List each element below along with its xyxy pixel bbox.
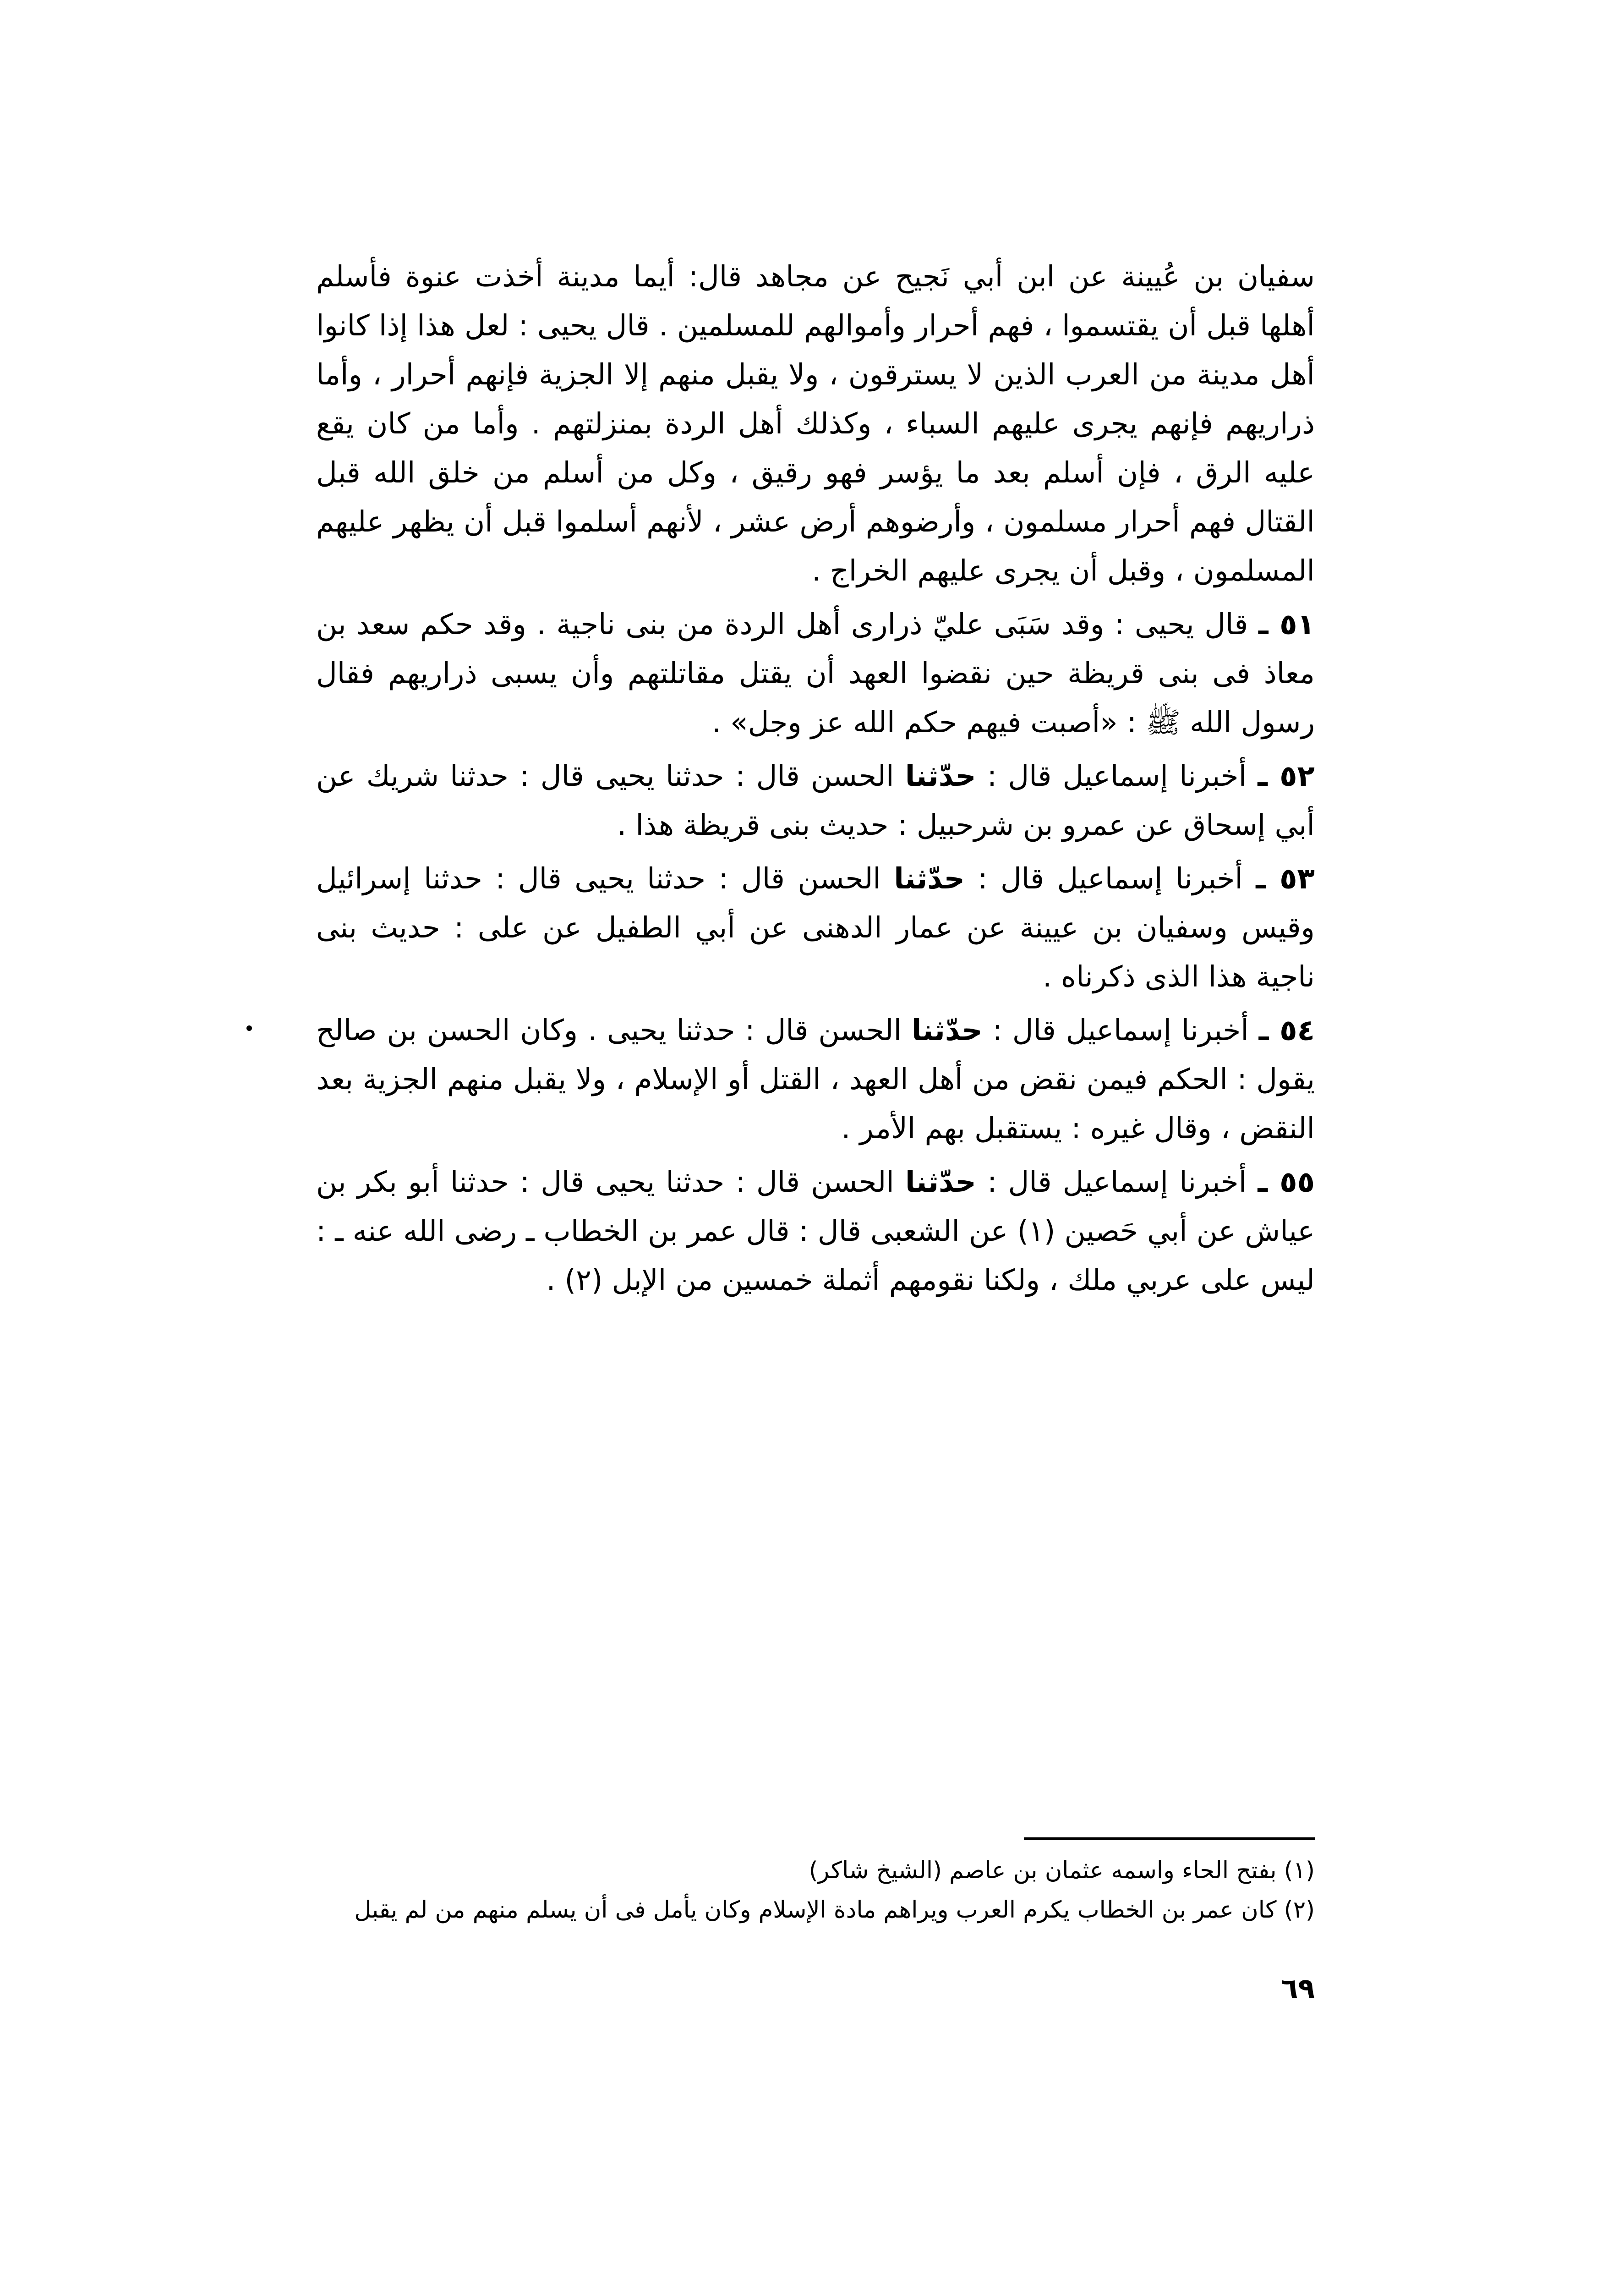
bold-word: حدّثنا <box>894 862 965 895</box>
paragraph-text: الحسن قال : حدثنا يحيى قال : حدثنا شريك عن أبي إسحاق عن عمرو بن شرحبيل : حديث بنى قريظة هذا . <box>316 759 1315 842</box>
paragraph-text: قال يحيى : وقد سَبَى عليّ ذرارى أهل الردة من بنى ناجية . وقد حكم سعد بن معاذ فى بنى قريظة حين نقضوا العهد أن يقتل مقاتلتهم وأن يسبى ذراريهم فقال رسول الله ﷺ : «أصبت فيهم حكم الله عز وجل» . <box>316 608 1315 739</box>
footnote-divider <box>1024 1837 1315 1840</box>
paragraph-text: الحسن قال : حدثنا يحيى . وكان الحسن بن صالح يقول : الحكم فيمن نقض من أهل العهد ، القتل أو الإسلام ، ولا يقبل منهم الجزية بعد النقض ، وقال غيره : يستقبل بهم الأمر . <box>316 1014 1315 1145</box>
continuation-paragraph <box>316 252 1315 595</box>
paragraph-text: أخبرنا إسماعيل قال : <box>992 1014 1249 1047</box>
paragraph-text: أخبرنا إسماعيل قال : <box>987 759 1247 793</box>
paragraph-number: ٥٥ ـ <box>1258 1165 1315 1199</box>
bold-word: حدّثنا <box>911 1014 983 1047</box>
footnote-1: (١) بفتح الحاء واسمه عثمان بن عاصم (الشيخ شاكر) <box>809 1857 1315 1884</box>
paragraph-number: ٥٢ ـ <box>1258 759 1315 793</box>
page-number: ٦٩ <box>1281 1973 1315 2005</box>
continuation-text: سفيان بن عُيينة عن ابن أبي نَجيح عن مجاهد قال: أيما مدينة أخذت عنوة فأسلم أهلها قبل أن يقتسموا ، فهم أحرار وأموالهم للمسلمين . قال يحيى : لعل هذا إذا كانوا أهل مدينة من العرب الذين لا يسترقون ، ولا يقبل منهم إلا الجزية فإنهم أحرار ، وأما ذراريهم فإنهم يجرى عليهم السباء ، وكذلك أهل الردة بمنزلتهم . وأما من كان يقع عليه الرق ، فإن أسلم بعد ما يؤسر فهو رقيق ، وكل من أسلم من خلق الله قبل القتال فهم أحرار مسلمون ، وأرضوهم أرض عشر ، لأنهم أسلموا قبل أن يظهر عليهم المسلمون ، وقبل أن يجرى عليهم الخراج . <box>316 260 1315 587</box>
paragraph-text: الحسن قال : حدثنا يحيى قال : حدثنا أبو بكر بن عياش عن أبي حَصين (١) عن الشعبى قال : قال عمر بن الخطاب ـ رضى الله عنه ـ : ليس على عربي ملك ، ولكنا نقومهم أثملة خمسين من الإبل (٢) . <box>316 1165 1315 1297</box>
bold-word: حدّثنا <box>905 1165 976 1199</box>
paragraph-51 <box>316 600 1315 747</box>
paragraph-55 <box>316 1157 1315 1304</box>
footnote-2: (٢) كان عمر بن الخطاب يكرم العرب ويراهم مادة الإسلام وكان يأمل فى أن يسلم منهم من لم يقبل <box>354 1896 1315 1924</box>
paragraph-text: أخبرنا إسماعيل قال : <box>978 862 1243 895</box>
scan-speck <box>246 1025 252 1031</box>
paragraph-text: الحسن قال : حدثنا يحيى قال : حدثنا إسرائيل وقيس وسفيان بن عيينة عن عمار الدهنى عن أبي الطفيل عن على : حديث بنى ناجية هذا الذى ذكرناه . <box>316 862 1315 993</box>
paragraph-number: ٥٤ ـ <box>1258 1014 1315 1047</box>
bold-word: حدّثنا <box>905 759 976 793</box>
paragraph-53 <box>316 854 1315 1001</box>
paragraph-52 <box>316 751 1315 850</box>
main-text <box>316 252 1315 1309</box>
paragraph-54 <box>316 1006 1315 1153</box>
footnotes <box>316 1851 1315 1930</box>
paragraph-text: أخبرنا إسماعيل قال : <box>987 1165 1247 1199</box>
paragraph-number: ٥١ ـ <box>1258 608 1315 641</box>
paragraph-number: ٥٣ ـ <box>1256 862 1315 895</box>
